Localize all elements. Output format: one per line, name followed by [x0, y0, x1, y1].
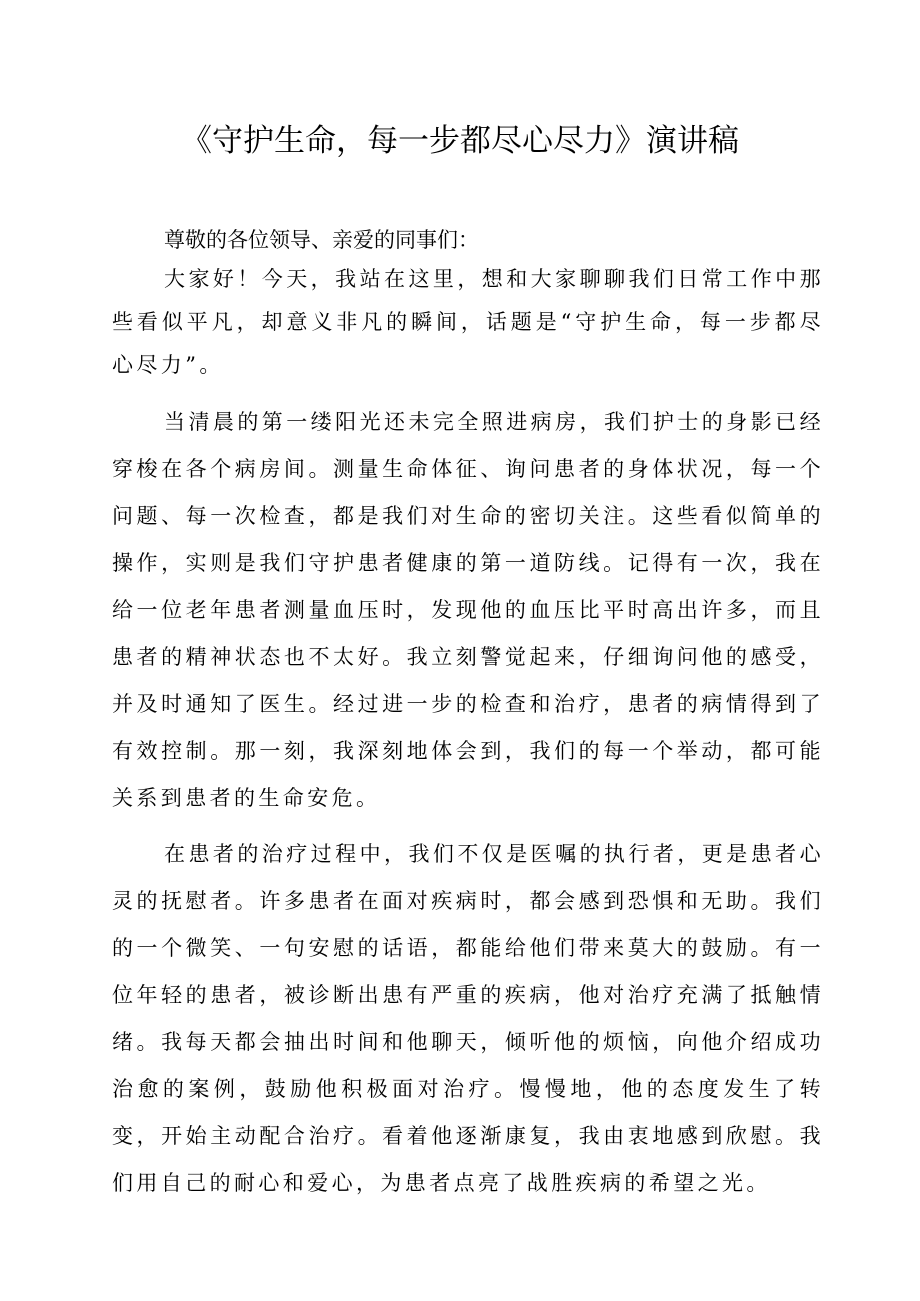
document-body — [112, 222, 824, 1207]
paragraph-patient-comfort: 在患者的治疗过程中，我们不仅是医嘱的执行者，更是患者心灵的抚慰者。许多患者在面对疾病时，都会感到恐惧和无助。我们的一个微笑、一句安慰的话语，都能给他们带来莫大的鼓励。有一位年轻的患者，被诊断出患有严重的疾病，他对治疗充满了抵触情绪。我每天都会抽出时间和他聊天，倾听他的烦恼，向他介绍成功治愈的案例，鼓励他积极面对治疗。慢慢地，他的态度发生了转变，开始主动配合治疗。看着他逐渐康复，我由衷地感到欣慰。我们用自己的耐心和爱心，为患者点亮了战胜疾病的希望之光。 — [112, 842, 824, 1195]
paragraph-morning-rounds: 当清晨的第一缕阳光还未完全照进病房，我们护士的身影已经穿梭在各个病房间。测量生命体征、询问患者的身体状况，每一个问题、每一次检查，都是我们对生命的密切关注。这些看似简单的操作，实则是我们守护患者健康的第一道防线。记得有一次，我在给一位老年患者测量血压时，发现他的血压比平时高出许多，而且患者的精神状态也不太好。我立刻警觉起来，仔细询问他的感受，并及时通知了医生。经过进一步的检查和治疗，患者的病情得到了有效控制。那一刻，我深刻地体会到，我们的每一个举动，都可能关系到患者的生命安危。 — [112, 410, 824, 810]
document-title: 《守护生命，每一步都尽心尽力》演讲稿 — [181, 123, 739, 159]
greeting-line: 尊敬的各位领导、亲爱的同事们： — [164, 228, 479, 252]
paragraph-intro: 大家好！今天，我站在这里，想和大家聊聊我们日常工作中那些看似平凡，却意义非凡的瞬间，话题是“守护生命，每一步都尽心尽力”。 — [112, 267, 824, 377]
